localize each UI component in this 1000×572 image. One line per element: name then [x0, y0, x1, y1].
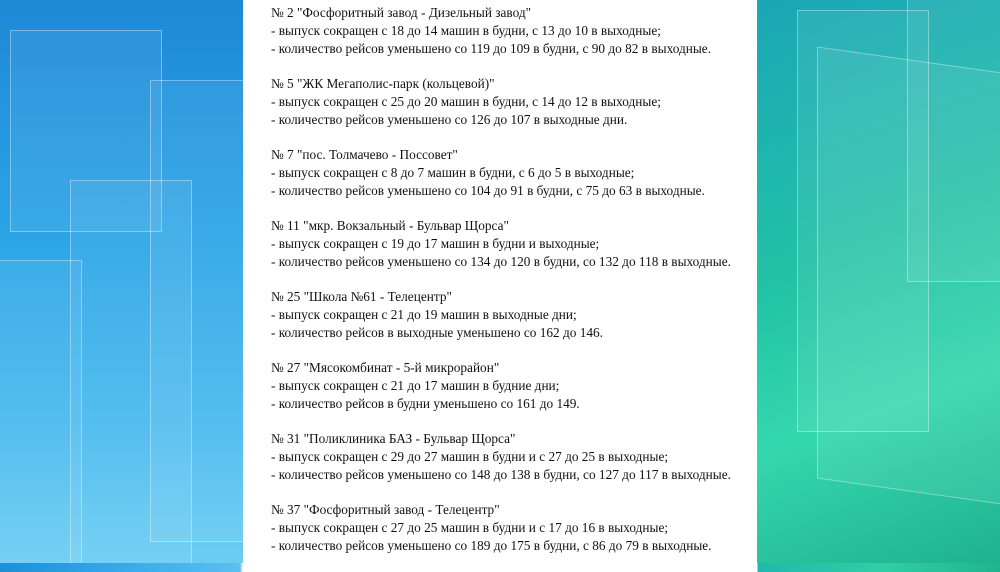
route-title: № 5 "ЖК Мегаполис-парк (кольцевой)": [271, 76, 495, 91]
route-detail-line: - выпуск сокращен с 19 до 17 машин в будни и выходные;: [271, 235, 600, 251]
route-list: [271, 4, 731, 572]
document-page: [243, 0, 757, 563]
route-block: [271, 288, 731, 341]
route-block: [271, 217, 731, 270]
route-detail-line: - выпуск сокращен с 18 до 14 машин в будни, с 13 до 10 в выходные;: [271, 22, 661, 38]
route-detail-line: - выпуск сокращен с 25 до 20 машин в будни, с 14 до 12 в выходные;: [271, 93, 661, 109]
route-block: [271, 4, 731, 57]
route-title: № 37 "Фосфоритный завод - Телецентр": [271, 502, 500, 517]
route-detail-line: - количество рейсов уменьшено со 134 до 120 в будни, со 132 до 118 в выходные.: [271, 253, 731, 269]
route-block: [271, 359, 731, 412]
route-detail-line: - количество рейсов уменьшено со 104 до 91 в будни, с 75 до 63 в выходные.: [271, 182, 705, 198]
route-detail-line: - количество рейсов в будни уменьшено со 161 до 149.: [271, 395, 580, 411]
route-block: [271, 501, 731, 554]
route-detail-line: - выпуск сокращен с 27 до 25 машин в будни и с 17 до 16 в выходные;: [271, 519, 669, 535]
route-block: [271, 75, 731, 128]
glass-pane: [907, 0, 1000, 282]
route-detail-line: - выпуск сокращен с 8 до 7 машин в будни, с 6 до 5 в выходные;: [271, 164, 635, 180]
route-detail-line: - выпуск сокращен с 21 до 17 машин в будние дни;: [271, 377, 560, 393]
route-detail-line: - количество рейсов в выходные уменьшено со 162 до 146.: [271, 324, 603, 340]
route-detail-line: - выпуск сокращен с 21 до 19 машин в выходные дни;: [271, 306, 577, 322]
route-title: № 2 "Фосфоритный завод - Дизельный завод": [271, 5, 532, 20]
route-title: № 27 "Мясокомбинат - 5-й микрорайон": [271, 360, 500, 375]
route-detail-line: - количество рейсов уменьшено со 126 до 107 в выходные дни.: [271, 111, 628, 127]
route-title: № 31 "Поликлиника БАЗ - Бульвар Щорса": [271, 431, 516, 446]
glass-pane: [0, 260, 82, 563]
route-title: № 7 "пос. Толмачево - Поссовет": [271, 147, 458, 162]
glass-pane: [150, 80, 243, 542]
route-title: № 11 "мкр. Вокзальный - Бульвар Щорса": [271, 218, 509, 233]
route-detail-line: - выпуск сокращен с 29 до 27 машин в будни и с 27 до 25 в выходные;: [271, 448, 669, 464]
route-block: [271, 430, 731, 483]
route-title: № 25 "Школа №61 - Телецентр": [271, 289, 452, 304]
route-detail-line: - количество рейсов уменьшено со 189 до 175 в будни, с 86 до 79 в выходные.: [271, 537, 712, 553]
background-right: [757, 0, 1000, 563]
route-block: [271, 146, 731, 199]
route-detail-line: - количество рейсов уменьшено со 119 до 109 в будни, с 90 до 82 в выходные.: [271, 40, 712, 56]
background-left: [0, 0, 243, 563]
route-detail-line: - количество рейсов уменьшено со 148 до 138 в будни, со 127 до 117 в выходные.: [271, 466, 731, 482]
